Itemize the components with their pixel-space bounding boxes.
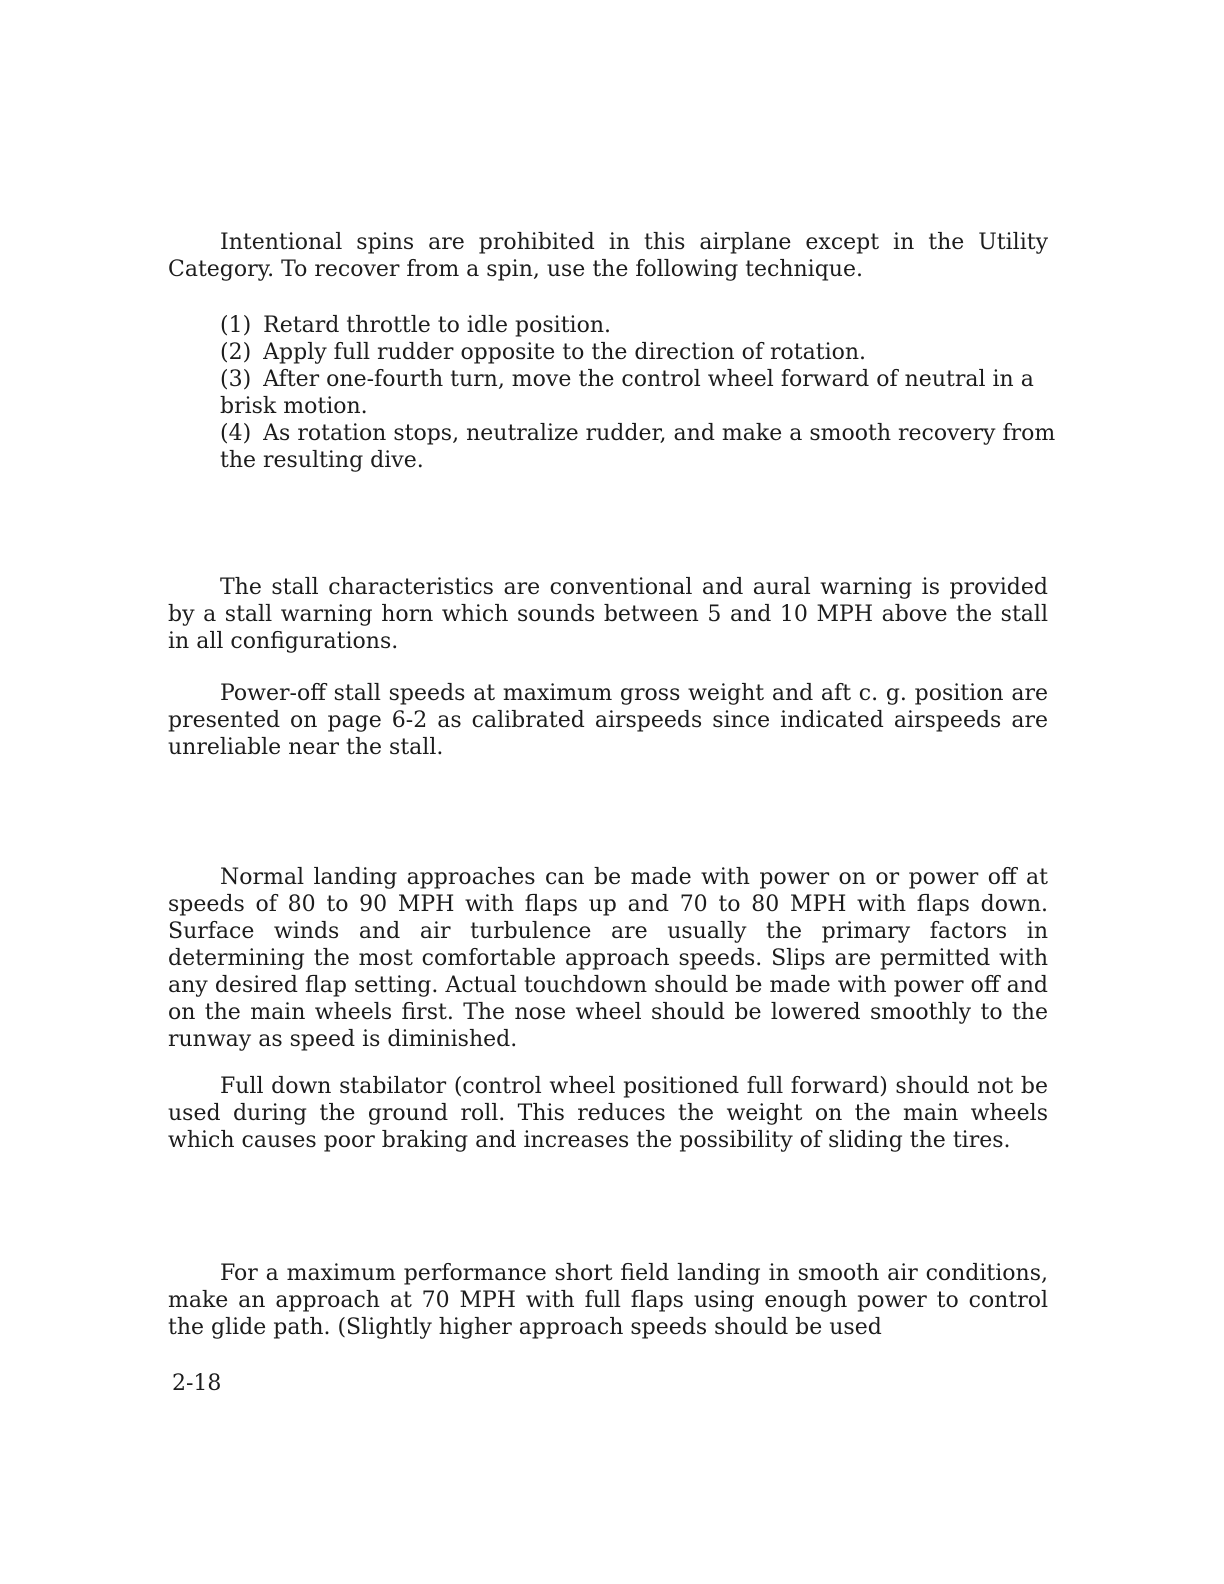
step-number: (4) [220, 421, 252, 446]
page-number: 2-18 [172, 1371, 222, 1396]
stall-characteristics-paragraph: The stall characteristics are conventional and aural warning is provided by a stall warning horn which sounds between 5 and 10 MPH above the stall in all configurations. [168, 575, 1048, 654]
list-item [220, 339, 1060, 366]
step-number: (1) [220, 313, 252, 338]
stall-speeds-paragraph: Power-off stall speeds at maximum gross weight and aft c. g. position are presented on page 6-2 as calibrated airspeeds since indicated airspeeds are unreliable near the stall. [168, 681, 1048, 760]
stabilator-paragraph: Full down stabilator (control wheel positioned full forward) should not be used during the ground roll. This reduces the weight on the main wheels which causes poor braking and increases the possibility of sliding the tires. [168, 1074, 1048, 1153]
step-text: Retard throttle to idle position. [263, 313, 611, 338]
list-item [220, 366, 1060, 420]
spin-recovery-steps [220, 312, 1060, 474]
step-text: As rotation stops, neutralize rudder, and make a smooth recovery from the resulting dive. [220, 421, 1056, 473]
spin-intro-paragraph: Intentional spins are prohibited in this airplane except in the Utility Category. To recover from a spin, use the following technique. [168, 230, 1048, 282]
step-text: Apply full rudder opposite to the direction of rotation. [263, 340, 867, 365]
list-item [220, 312, 1060, 339]
step-number: (3) [220, 367, 252, 392]
step-text: After one-fourth turn, move the control wheel forward of neutral in a brisk motion. [220, 367, 1034, 419]
list-item [220, 420, 1060, 474]
landing-approach-paragraph: Normal landing approaches can be made with power on or power off at speeds of 80 to 90 MPH with flaps up and 70 to 80 MPH with flaps down. Surface winds and air turbulence are usually the primary factors in determining the most comfortable approach speeds. Slips are permitted with any desired flap setting. Actual touchdown should be made with power off and on the main wheels first. The nose wheel should be lowered smoothly to the runway as speed is diminished. [168, 865, 1048, 1052]
step-number: (2) [220, 340, 252, 365]
short-field-landing-paragraph: For a maximum performance short field landing in smooth air conditions, make an approach at 70 MPH with full flaps using enough power to control the glide path. (Slightly higher approach speeds should be used [168, 1261, 1048, 1340]
